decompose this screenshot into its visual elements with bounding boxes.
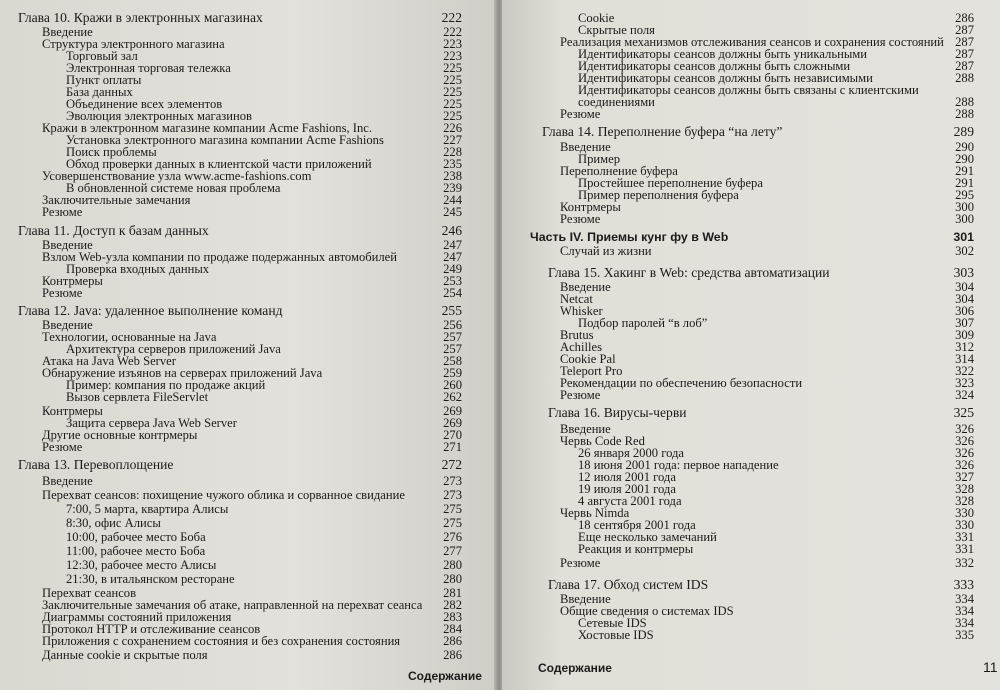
toc-entry-page: 287 <box>955 47 974 61</box>
toc-entry-page: 288 <box>955 95 974 109</box>
toc-entry-title: Сетевые IDS <box>578 616 647 630</box>
toc-entry-page: 272 <box>441 457 462 472</box>
toc-entry-page: 286 <box>955 11 974 25</box>
toc-entry-title: Резюме <box>42 205 83 219</box>
right-page-number: 11 <box>983 659 998 675</box>
toc-entry-page: 239 <box>443 181 462 195</box>
toc-entry-title: Часть IV. Приемы кунг фу в Web <box>530 230 729 244</box>
toc-entry-page: 227 <box>443 133 462 147</box>
toc-entry-page: 290 <box>955 140 974 154</box>
toc-entry-title: Установка электронного магазина компании Acme Fashions <box>66 133 384 147</box>
toc-entry-page: 333 <box>953 577 974 592</box>
toc-entry-title: Achilles <box>560 340 602 354</box>
toc-entry-page: 326 <box>955 422 974 436</box>
toc-entry-title: Резюме <box>560 107 601 121</box>
toc-entry-title: 26 января 2000 года <box>578 446 685 460</box>
toc-entry-page: 328 <box>955 482 974 496</box>
toc-entry-page: 304 <box>955 280 974 294</box>
toc-entry-title: Хостовые IDS <box>578 628 654 642</box>
toc-entry-title: Введение <box>42 238 93 252</box>
toc-entry-page: 249 <box>443 262 462 276</box>
right-footer: Содержание <box>538 661 612 675</box>
toc-entry-page: 326 <box>955 446 974 460</box>
toc-entry-title: Идентификаторы сеансов должны быть независимыми <box>578 71 873 85</box>
toc-entry-title: Введение <box>42 25 93 39</box>
toc-entry-title: Контрмеры <box>42 404 103 418</box>
toc-entry-title: Идентификаторы сеансов должны быть связаны с клиентскими <box>578 83 919 97</box>
toc-entry-page: 334 <box>955 616 974 630</box>
toc-entry-title: 10:00, рабочее место Боба <box>66 530 206 544</box>
toc-entry-page: 288 <box>955 71 974 85</box>
toc-entry <box>66 544 462 558</box>
toc-entry-title: 18 июня 2001 года: первое нападение <box>578 458 779 472</box>
toc-entry-page: 307 <box>955 316 974 330</box>
toc-entry-title: Случай из жизни <box>560 244 652 258</box>
toc-entry-title: Пример: компания по продаже акций <box>66 378 266 392</box>
chapter-heading <box>18 11 462 25</box>
toc-entry-page: 323 <box>955 376 974 390</box>
toc-entry-title: Введение <box>560 280 611 294</box>
toc-entry-page: 325 <box>953 405 974 420</box>
toc-entry <box>42 474 462 488</box>
toc-entry-title: 8:30, офис Алисы <box>66 516 161 530</box>
toc-entry-page: 273 <box>443 488 462 502</box>
toc-entry-page: 304 <box>955 292 974 306</box>
toc-entry-title: 18 сентября 2001 года <box>578 518 696 532</box>
part-heading <box>530 230 974 244</box>
toc-entry-title: Введение <box>560 592 611 606</box>
toc-entry-page: 222 <box>443 25 462 39</box>
right-page <box>502 0 1000 690</box>
toc-entry-title: Переполнение буфера <box>560 164 678 178</box>
toc-entry-page: 275 <box>443 502 462 516</box>
toc-entry-title: Пункт оплаты <box>66 73 142 87</box>
toc-entry-title: Контрмеры <box>42 274 103 288</box>
toc-entry-page: 300 <box>955 212 974 226</box>
toc-entry-page: 287 <box>955 23 974 37</box>
toc-entry <box>42 488 462 502</box>
toc-entry-title: Brutus <box>560 328 594 342</box>
toc-entry-title: Усовершенствование узла www.acme-fashions.com <box>42 169 312 183</box>
toc-entry-title: Контрмеры <box>560 200 621 214</box>
toc-entry-title: Перехват сеансов <box>42 586 137 600</box>
toc-entry-page: 254 <box>443 286 462 300</box>
toc-entry-page: 271 <box>443 440 462 454</box>
toc-entry-title: Введение <box>42 474 93 488</box>
toc-entry-page: 335 <box>955 628 974 642</box>
toc-entry-page: 225 <box>443 85 462 99</box>
toc-entry-title: Реализация механизмов отслеживания сеансов и сохранения состояний <box>560 35 944 49</box>
toc-entry-page: 226 <box>443 121 462 135</box>
toc-entry <box>560 107 974 121</box>
toc-entry-title: Проверка входных данных <box>66 262 210 276</box>
toc-entry-title: Заключительные замечания об атаке, направленной на перехват сеанса <box>42 598 423 612</box>
toc-entry-title: Cookie <box>578 11 615 25</box>
toc-entry-title: Обнаружение изъянов на серверах приложений Java <box>42 366 323 380</box>
toc-entry-page: 247 <box>443 250 462 264</box>
toc-entry-title: Перехват сеансов: похищение чужого облика и сорванное свидание <box>42 488 405 502</box>
toc-entry-page: 309 <box>955 328 974 342</box>
toc-entry-title: Глава 16. Вирусы-черви <box>548 405 687 420</box>
toc-entry-page: 334 <box>955 592 974 606</box>
toc-entry-page: 300 <box>955 200 974 214</box>
toc-entry-page: 225 <box>443 73 462 87</box>
toc-entry-page: 277 <box>443 544 462 558</box>
toc-entry-page: 246 <box>441 223 462 238</box>
toc-entry-page: 225 <box>443 61 462 75</box>
toc-entry-page: 314 <box>955 352 974 366</box>
toc-entry-page: 312 <box>955 340 974 354</box>
toc-entry-title: Объединение всех элементов <box>66 97 223 111</box>
toc-entry-title: Заключительные замечания <box>42 193 191 207</box>
toc-entry-title: Простейшее переполнение буфера <box>578 176 763 190</box>
toc-entry-title: Кражи в электронном магазине компании Acme Fashions, Inc. <box>42 121 373 135</box>
toc-entry-page: 290 <box>955 152 974 166</box>
toc-entry-title: Глава 11. Доступ к базам данных <box>18 223 209 238</box>
toc-entry <box>42 286 462 300</box>
toc-entry-page: 284 <box>443 622 462 636</box>
toc-entry-title: 4 августа 2001 года <box>578 494 682 508</box>
toc-entry-page: 334 <box>955 604 974 618</box>
toc-entry-page: 306 <box>955 304 974 318</box>
toc-entry-title: Резюме <box>42 286 83 300</box>
chapter-heading <box>548 578 974 592</box>
toc-entry <box>42 648 462 662</box>
toc-entry <box>578 628 974 642</box>
toc-entry <box>66 572 462 586</box>
toc-entry-page: 303 <box>953 265 974 280</box>
toc-entry <box>66 390 462 404</box>
chapter-heading <box>548 406 974 420</box>
toc-entry-page: 270 <box>443 428 462 442</box>
toc-entry-page: 235 <box>443 157 462 171</box>
toc-entry-title: 12 июля 2001 года <box>578 470 676 484</box>
toc-entry-page: 331 <box>955 530 974 544</box>
toc-entry-page: 286 <box>443 648 462 662</box>
toc-entry-title: Приложения с сохранением состояния и без сохранения состояния <box>42 634 401 648</box>
toc-entry-title: Еще несколько замечаний <box>578 530 717 544</box>
toc-entry-page: 257 <box>443 342 462 356</box>
toc-entry-page: 326 <box>955 458 974 472</box>
toc-entry-page: 287 <box>955 59 974 73</box>
toc-entry-title: Глава 13. Перевоплощение <box>18 457 174 472</box>
toc-entry-title: Взлом Web-узла компании по продаже подержанных автомобилей <box>42 250 398 264</box>
toc-entry-title: Резюме <box>560 388 601 402</box>
toc-entry-page: 327 <box>955 470 974 484</box>
toc-entry-title: 21:30, в итальянском ресторане <box>66 572 235 586</box>
toc-entry-page: 291 <box>955 164 974 178</box>
toc-entry-title: Глава 15. Хакинг в Web: средства автоматизации <box>548 265 830 280</box>
toc-entry-title: Netcat <box>560 292 593 306</box>
toc-entry-page: 222 <box>441 10 462 25</box>
toc-entry-page: 332 <box>955 556 974 570</box>
toc-entry-title: Атака на Java Web Server <box>42 354 176 368</box>
toc-entry-title: Введение <box>560 140 611 154</box>
toc-entry-page: 301 <box>953 230 974 244</box>
toc-entry-title: 7:00, 5 марта, квартира Алисы <box>66 502 229 516</box>
toc-entry-title: Глава 14. Переполнение буфера “на лету” <box>542 124 783 139</box>
toc-entry-page: 260 <box>443 378 462 392</box>
toc-entry-page: 276 <box>443 530 462 544</box>
toc-entry-title: Резюме <box>42 440 83 454</box>
toc-entry-page: 326 <box>955 434 974 448</box>
toc-entry-title: Поиск проблемы <box>66 145 157 159</box>
toc-entry-page: 269 <box>443 416 462 430</box>
toc-entry <box>66 530 462 544</box>
toc-entry-title: Червь Nimda <box>560 506 630 520</box>
toc-entry-title: Эволюция электронных магазинов <box>66 109 252 123</box>
toc-entry-page: 225 <box>443 97 462 111</box>
toc-entry-title: Электронная торговая тележка <box>66 61 231 75</box>
toc-entry-title: Пример <box>578 152 620 166</box>
toc-entry-title: Общие сведения о системах IDS <box>560 604 734 618</box>
toc-entry-page: 245 <box>443 205 462 219</box>
toc-entry-page: 291 <box>955 176 974 190</box>
toc-entry <box>42 634 462 648</box>
toc-entry-title: Архитектура серверов приложений Java <box>66 342 281 356</box>
toc-entry-title: Подбор паролей “в лоб” <box>578 316 708 330</box>
toc-entry-page: 295 <box>955 188 974 202</box>
toc-entry <box>560 388 974 402</box>
toc-entry-page: 247 <box>443 238 462 252</box>
left-page <box>0 0 496 690</box>
toc-entry-page: 330 <box>955 506 974 520</box>
toc-entry-title: Червь Code Red <box>560 434 645 448</box>
toc-entry-title: Обход проверки данных в клиентской части приложений <box>66 157 372 171</box>
toc-entry-title: Глава 12. Java: удаленное выполнение команд <box>18 303 283 318</box>
toc-entry <box>578 542 974 556</box>
toc-entry-title: Cookie Pal <box>560 352 616 366</box>
toc-entry-page: 238 <box>443 169 462 183</box>
toc-entry-page: 289 <box>953 124 974 139</box>
chapter-heading <box>18 224 462 238</box>
toc-entry-page: 259 <box>443 366 462 380</box>
toc-entry-title: Вызов сервлета FileServlet <box>66 390 209 404</box>
chapter-heading <box>18 304 462 318</box>
toc-entry-page: 302 <box>955 244 974 258</box>
toc-entry-title: 12:30, рабочее место Алисы <box>66 558 217 572</box>
toc-entry-title: соединениями <box>578 95 655 109</box>
toc-entry-title: Структура электронного магазина <box>42 37 225 51</box>
toc-entry-title: Глава 17. Обход систем IDS <box>548 577 709 592</box>
toc-entry-page: 282 <box>443 598 462 612</box>
toc-entry <box>560 212 974 226</box>
toc-entry-page: 286 <box>443 634 462 648</box>
toc-entry-title: Протокол HTTP и отслеживание сеансов <box>42 622 261 636</box>
toc-entry <box>66 558 462 572</box>
toc-entry <box>42 205 462 219</box>
toc-entry-page: 269 <box>443 404 462 418</box>
toc-entry-title: Идентификаторы сеансов должны быть сложными <box>578 59 851 73</box>
toc-entry-title: Введение <box>560 422 611 436</box>
chapter-heading <box>18 458 462 472</box>
toc-entry-page: 256 <box>443 318 462 332</box>
toc-entry-page: 244 <box>443 193 462 207</box>
toc-entry-title: Teleport Pro <box>560 364 623 378</box>
toc-entry-title: 11:00, рабочее место Боба <box>66 544 206 558</box>
toc-entry-page: 280 <box>443 572 462 586</box>
toc-entry-page: 331 <box>955 542 974 556</box>
toc-entry-page: 281 <box>443 586 462 600</box>
toc-entry-page: 324 <box>955 388 974 402</box>
toc-entry-title: Резюме <box>560 212 601 226</box>
toc-entry-page: 283 <box>443 610 462 624</box>
toc-entry <box>560 556 974 570</box>
toc-entry-page: 322 <box>955 364 974 378</box>
toc-entry-title: Введение <box>42 318 93 332</box>
toc-entry-title: Резюме <box>560 556 601 570</box>
toc-entry-title: Другие основные контрмеры <box>42 428 198 442</box>
toc-entry-title: Реакция и контрмеры <box>578 542 694 556</box>
toc-entry-page: 255 <box>441 303 462 318</box>
toc-entry-title: Рекомендации по обеспечению безопасности <box>560 376 803 390</box>
toc-entry-page: 330 <box>955 518 974 532</box>
toc-entry-page: 275 <box>443 516 462 530</box>
toc-entry-page: 287 <box>955 35 974 49</box>
toc-entry-title: В обновленной системе новая проблема <box>66 181 281 195</box>
toc-entry-title: Глава 10. Кражи в электронных магазинах <box>18 10 263 25</box>
toc-entry <box>560 244 974 258</box>
toc-entry-page: 280 <box>443 558 462 572</box>
toc-entry-page: 328 <box>955 494 974 508</box>
toc-entry <box>66 502 462 516</box>
toc-entry <box>66 516 462 530</box>
toc-entry-page: 223 <box>443 49 462 63</box>
toc-entry-title: Скрытые поля <box>578 23 655 37</box>
toc-entry-page: 223 <box>443 37 462 51</box>
toc-entry-page: 253 <box>443 274 462 288</box>
toc-entry <box>42 440 462 454</box>
left-footer: Содержание <box>408 669 482 683</box>
chapter-heading <box>542 125 974 139</box>
toc-entry-title: 19 июля 2001 года <box>578 482 676 496</box>
toc-entry-page: 257 <box>443 330 462 344</box>
toc-entry-page: 258 <box>443 354 462 368</box>
toc-entry-title: Пример переполнения буфера <box>578 188 739 202</box>
toc-entry-page: 273 <box>443 474 462 488</box>
toc-entry-title: Идентификаторы сеансов должны быть уникальными <box>578 47 867 61</box>
toc-entry-title: Защита сервера Java Web Server <box>66 416 237 430</box>
toc-entry-title: Технологии, основанные на Java <box>42 330 217 344</box>
chapter-heading <box>548 266 974 280</box>
toc-entry-title: Whisker <box>560 304 603 318</box>
toc-entry-title: Данные cookie и скрытые поля <box>42 648 208 662</box>
toc-entry-title: Диаграммы состояний приложения <box>42 610 232 624</box>
toc-entry-page: 288 <box>955 107 974 121</box>
toc-entry-title: Торговый зал <box>66 49 138 63</box>
toc-entry-page: 262 <box>443 390 462 404</box>
toc-entry-page: 228 <box>443 145 462 159</box>
toc-entry-page: 225 <box>443 109 462 123</box>
toc-entry-title: База данных <box>66 85 133 99</box>
